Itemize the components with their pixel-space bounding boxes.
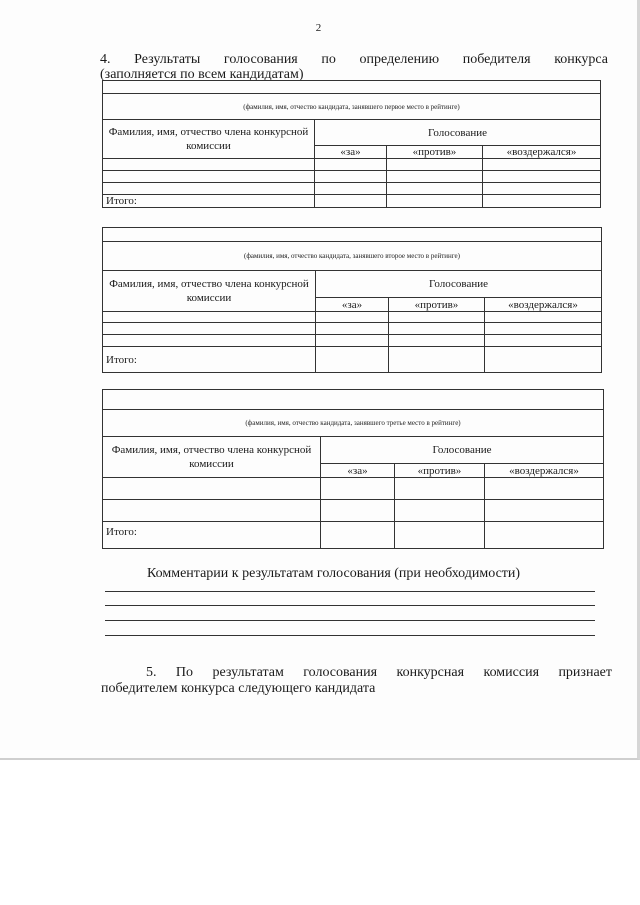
table-row bbox=[103, 171, 601, 183]
total-row bbox=[103, 522, 604, 549]
vote-cell[interactable] bbox=[485, 500, 604, 522]
total-row bbox=[103, 347, 602, 373]
col-for: «за» bbox=[315, 146, 387, 159]
total-for-cell[interactable] bbox=[316, 347, 389, 373]
member-cell[interactable] bbox=[103, 500, 321, 522]
member-cell[interactable] bbox=[103, 323, 316, 335]
total-label: Итого: bbox=[103, 347, 316, 373]
vote-cell[interactable] bbox=[483, 183, 601, 195]
section-5-continuation: победителем конкурса следующего кандидата bbox=[101, 681, 376, 696]
col-for: «за» bbox=[321, 464, 395, 478]
member-header: Фамилия, имя, отчество члена конкурсной комиссии bbox=[103, 271, 316, 312]
member-cell[interactable] bbox=[103, 478, 321, 500]
comment-line[interactable] bbox=[105, 591, 595, 592]
vote-cell[interactable] bbox=[389, 335, 485, 347]
total-against-cell[interactable] bbox=[395, 522, 485, 549]
vote-cell[interactable] bbox=[316, 312, 389, 323]
total-label: Итого: bbox=[103, 195, 315, 208]
vote-cell[interactable] bbox=[315, 171, 387, 183]
col-abstained: «воздержался» bbox=[485, 464, 604, 478]
vote-cell[interactable] bbox=[485, 323, 602, 335]
col-against: «против» bbox=[389, 298, 485, 312]
candidate-hint: (фамилия, имя, отчество кандидата, занявшего второе место в рейтинге) bbox=[103, 242, 602, 271]
table-row bbox=[103, 183, 601, 195]
vote-cell[interactable] bbox=[316, 323, 389, 335]
vote-cell[interactable] bbox=[316, 335, 389, 347]
vote-cell[interactable] bbox=[485, 335, 602, 347]
member-cell[interactable] bbox=[103, 183, 315, 195]
total-against-cell[interactable] bbox=[389, 347, 485, 373]
vote-cell[interactable] bbox=[483, 171, 601, 183]
total-for-cell[interactable] bbox=[315, 195, 387, 208]
vote-cell[interactable] bbox=[387, 159, 483, 171]
voting-header: Голосование bbox=[316, 271, 602, 298]
vote-cell[interactable] bbox=[321, 500, 395, 522]
section-5-heading: 5. По результатам голосования конкурсная комиссия признает bbox=[146, 665, 612, 680]
page-number: 2 bbox=[315, 22, 322, 34]
col-against: «против» bbox=[387, 146, 483, 159]
total-abstained-cell[interactable] bbox=[483, 195, 601, 208]
table-row bbox=[103, 335, 602, 347]
vote-cell[interactable] bbox=[485, 478, 604, 500]
candidate-name-field[interactable] bbox=[103, 81, 601, 94]
col-against: «против» bbox=[395, 464, 485, 478]
member-cell[interactable] bbox=[103, 159, 315, 171]
table-row bbox=[103, 312, 602, 323]
table-row bbox=[103, 478, 604, 500]
voting-header: Голосование bbox=[315, 120, 601, 146]
table-row bbox=[103, 500, 604, 522]
comments-title: Комментарии к результатам голосования (при необходимости) bbox=[147, 566, 521, 581]
candidate-hint: (фамилия, имя, отчество кандидата, занявшего третье место в рейтинге) bbox=[103, 410, 604, 437]
candidate-name-field[interactable] bbox=[103, 390, 604, 410]
candidate-name-field[interactable] bbox=[103, 228, 602, 242]
vote-cell[interactable] bbox=[315, 159, 387, 171]
section-4-note: (заполняется по всем кандидатам) bbox=[100, 67, 304, 82]
comment-line[interactable] bbox=[105, 635, 595, 636]
col-abstained: «воздержался» bbox=[485, 298, 602, 312]
voting-table-first-place bbox=[102, 80, 601, 208]
member-cell[interactable] bbox=[103, 335, 316, 347]
vote-cell[interactable] bbox=[389, 312, 485, 323]
member-cell[interactable] bbox=[103, 171, 315, 183]
table-row bbox=[103, 159, 601, 171]
candidate-hint: (фамилия, имя, отчество кандидата, занявшего первое место в рейтинге) bbox=[103, 94, 601, 120]
total-abstained-cell[interactable] bbox=[485, 522, 604, 549]
total-abstained-cell[interactable] bbox=[485, 347, 602, 373]
col-for: «за» bbox=[316, 298, 389, 312]
vote-cell[interactable] bbox=[395, 478, 485, 500]
total-label: Итого: bbox=[103, 522, 321, 549]
vote-cell[interactable] bbox=[483, 159, 601, 171]
member-cell[interactable] bbox=[103, 312, 316, 323]
voting-table-third-place bbox=[102, 389, 604, 549]
voting-header: Голосование bbox=[321, 437, 604, 464]
vote-cell[interactable] bbox=[387, 171, 483, 183]
member-header: Фамилия, имя, отчество члена конкурсной комиссии bbox=[103, 437, 321, 478]
member-header: Фамилия, имя, отчество члена конкурсной комиссии bbox=[103, 120, 315, 159]
col-abstained: «воздержался» bbox=[483, 146, 601, 159]
voting-table-second-place bbox=[102, 227, 602, 373]
vote-cell[interactable] bbox=[485, 312, 602, 323]
comment-line[interactable] bbox=[105, 620, 595, 621]
table-row bbox=[103, 323, 602, 335]
total-row bbox=[103, 195, 601, 208]
vote-cell[interactable] bbox=[395, 500, 485, 522]
vote-cell[interactable] bbox=[315, 183, 387, 195]
comment-line[interactable] bbox=[105, 605, 595, 606]
vote-cell[interactable] bbox=[389, 323, 485, 335]
vote-cell[interactable] bbox=[387, 183, 483, 195]
vote-cell[interactable] bbox=[321, 478, 395, 500]
total-for-cell[interactable] bbox=[321, 522, 395, 549]
total-against-cell[interactable] bbox=[387, 195, 483, 208]
section-4-heading: 4. Результаты голосования по определению победителя конкурса bbox=[100, 52, 608, 67]
